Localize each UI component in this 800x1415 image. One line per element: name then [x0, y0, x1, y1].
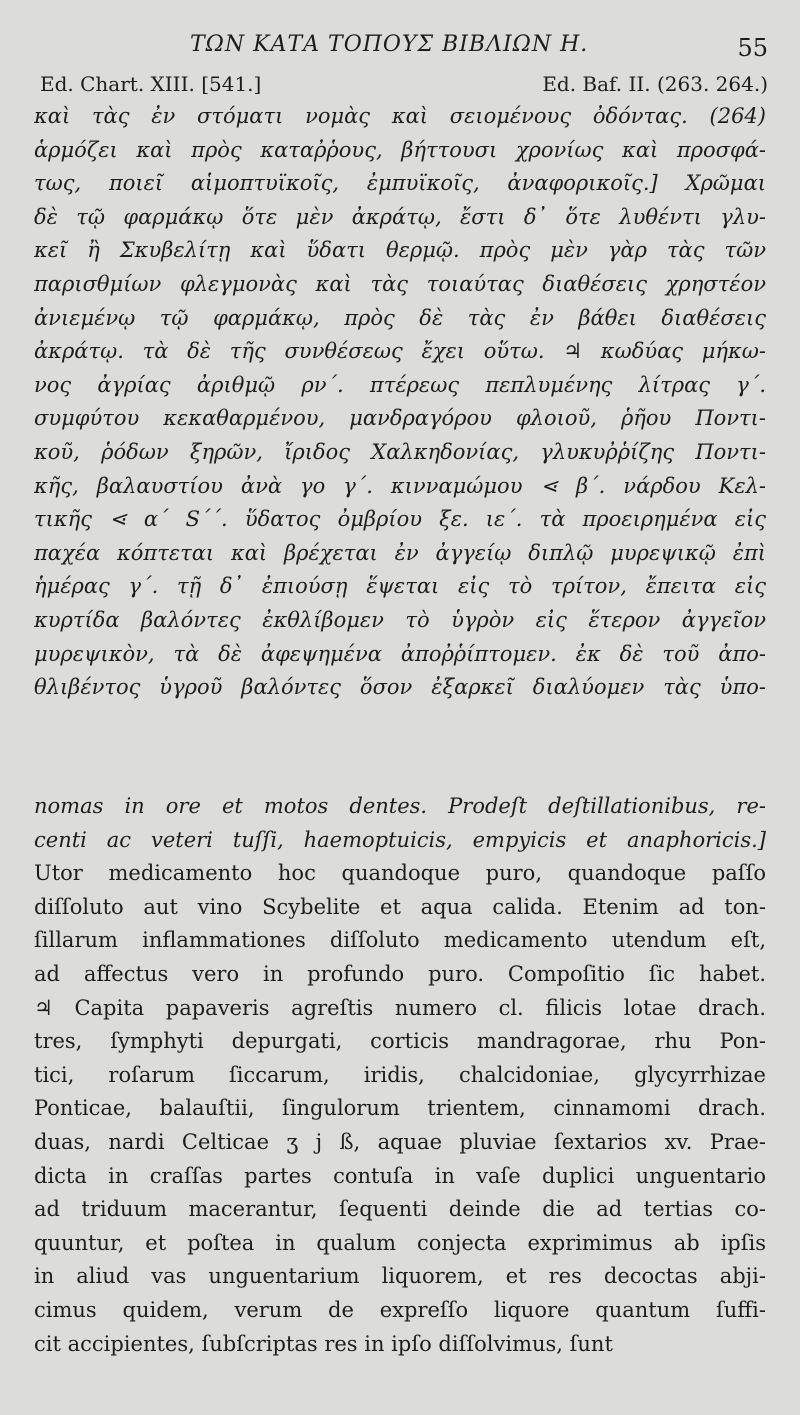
- latin-line: in aliud vas unguentarium liquorem, et res decoctas abji-: [34, 1264, 766, 1289]
- greek-line: ἀνιεμένῳ τῷ φαρμάκῳ, πρὸς δὲ τὰς ἐν βάθει διαθέσεις: [34, 305, 766, 330]
- edition-basel-reference: Ed. Baf. II. (263. 264.): [542, 72, 768, 96]
- greek-text-block: [34, 100, 766, 705]
- latin-line: Ponticae, balauſtii, ſingulorum trientem, cinnamomi drach.: [34, 1096, 766, 1121]
- latin-line: centi ac veteri tuſſi, haemoptuicis, empyicis et anaphoricis.]: [34, 827, 766, 852]
- edition-reference-line: [40, 72, 768, 100]
- latin-line: cimus quidem, verum de expreſſo liquore quantum ſuffi-: [34, 1297, 766, 1322]
- latin-line: ♃ Capita papaveris agreſtis numero cl. filicis lotae drach.: [34, 995, 766, 1020]
- latin-line: tici, roſarum ſiccarum, iridis, chalcidoniae, glycyrrhizae: [34, 1062, 766, 1087]
- latin-line: diſſoluto aut vino Scybelite et aqua calida. Etenim ad ton-: [34, 894, 766, 919]
- greek-line: τικῆς ⋖ α΄ S΄΄. ὕδατος ὀμβρίου ξε. ιε΄. τὰ προειρημένα εἰς: [34, 507, 766, 532]
- latin-line: tres, ſymphyti depurgati, corticis mandragorae, rhu Pon-: [34, 1029, 766, 1054]
- greek-line: παχέα κόπτεται καὶ βρέχεται ἐν ἀγγείῳ διπλῷ μυρεψικῷ ἐπὶ: [34, 540, 766, 565]
- greek-line: ἡμέρας γ΄. τῇ δ᾽ ἐπιούσῃ ἕψεται εἰς τὸ τρίτον, ἔπειτα εἰς: [34, 574, 766, 599]
- greek-line: ἁρμόζει καὶ πρὸς καταῤῥους, βήττουσι χρονίως καὶ προσφά-: [34, 137, 766, 162]
- greek-line: καὶ τὰς ἐν στόματι νομὰς καὶ σειομένους ὀδόντας. (264): [34, 104, 766, 128]
- latin-line: ſillarum inflammationes diſſoluto medicamento utendum eſt,: [34, 928, 766, 953]
- greek-line: τως, ποιεῖ αἱμοπτυϊκοῖς, ἐμπυϊκοῖς, ἀναφορικοῖς.] Χρῶμαι: [34, 171, 766, 196]
- page-number: 55: [737, 34, 768, 62]
- greek-line: θλιβέντος ὑγροῦ βαλόντες ὅσον ἐξαρκεῖ διαλύομεν τὰς ὑπο-: [34, 675, 766, 700]
- greek-line: δὲ τῷ φαρμάκῳ ὅτε μὲν ἀκράτῳ, ἔστι δ᾽ ὅτε λυθέντι γλυ-: [34, 204, 766, 229]
- greek-line: συμφύτου κεκαθαρμένου, μανδραγόρου φλοιοῦ, ῥῆου Ποντι-: [34, 406, 766, 431]
- latin-line: quuntur, et poſtea in qualum conjecta exprimimus ab ipſis: [34, 1230, 766, 1255]
- latin-line: cit accipientes, ſubſcriptas res in ipſo diſſolvimus, ſunt: [34, 1331, 613, 1356]
- greek-line: κοῦ, ῥόδων ξηρῶν, ἴριδος Χαλκηδονίας, γλυκυῤῥίζης Ποντι-: [34, 439, 766, 464]
- latin-line: duas, nardi Celticae ʒ j ß, aquae pluviae ſextarios xv. Prae-: [34, 1129, 766, 1154]
- edition-chart-reference: Ed. Chart. XIII. [541.]: [40, 72, 262, 96]
- latin-line: ad triduum macerantur, ſequenti deinde die ad tertias co-: [34, 1197, 766, 1222]
- greek-line: κεῖ ἢ Σκυβελίτῃ καὶ ὕδατι θερμῷ. πρὸς μὲν γὰρ τὰς τῶν: [34, 238, 766, 263]
- latin-line: nomas in ore et motos dentes. Prodeſt deſtillationibus, re-: [34, 794, 766, 818]
- running-head: [0, 30, 800, 64]
- greek-line: ἀκράτῳ. τὰ δὲ τῆς συνθέσεως ἔχει οὕτω. ♃ κωδύας μήκω-: [34, 339, 766, 364]
- latin-line: ad affectus vero in profundo puro. Compoſitio ſic habet.: [34, 961, 766, 986]
- greek-line: παρισθμίων φλεγμονὰς καὶ τὰς τοιαύτας διαθέσεις χρηστέον: [34, 271, 766, 296]
- running-title: ΤΩΝ ΚΑΤΑ ΤΟΠΟΥΣ ΒΙΒΛΙΩΝ Η.: [190, 32, 589, 57]
- latin-text-block: [34, 790, 766, 1361]
- greek-line: νος ἀγρίας ἀριθμῷ ρν΄. πτέρεως πεπλυμένης λίτρας γ΄.: [34, 372, 766, 397]
- latin-line: Utor medicamento hoc quandoque puro, quandoque paſſo: [34, 861, 766, 886]
- greek-line: κῆς, βαλαυστίου ἀνὰ γο γ΄. κινναμώμου ⋖ β΄. νάρδου Κελ-: [34, 473, 766, 498]
- greek-line: μυρεψικὸν, τὰ δὲ ἀφεψημένα ἀποῤῥίπτομεν. ἐκ δὲ τοῦ ἀπο-: [34, 641, 766, 666]
- greek-line: κυρτίδα βαλόντες ἐκθλίβομεν τὸ ὑγρὸν εἰς ἕτερον ἀγγεῖον: [34, 607, 766, 632]
- latin-line: dicta in craſſas partes contuſa in vaſe duplici unguentario: [34, 1163, 766, 1188]
